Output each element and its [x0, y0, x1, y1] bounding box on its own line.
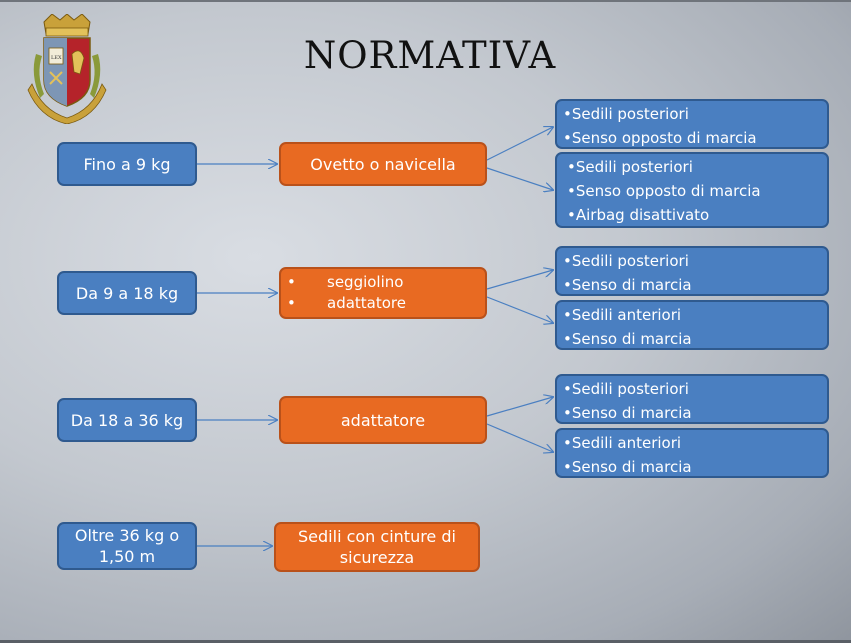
device-line: sicurezza: [339, 548, 415, 567]
device-label: Ovetto o navicella: [310, 154, 456, 174]
outcome-item: •Senso di marcia: [563, 276, 692, 294]
device-line: Sedili con cinture di: [298, 527, 456, 546]
outcome-item: •Sedili posteriori: [563, 252, 689, 270]
weight-line: Oltre 36 kg o: [74, 526, 180, 545]
page-title: NORMATIVA: [303, 34, 557, 77]
outcome-box-row2-b: [555, 300, 829, 350]
outcome-box-row1-b: [555, 152, 829, 228]
weight-line: 1,50 m: [98, 547, 156, 566]
outcome-item: •Sedili posteriori: [563, 105, 689, 123]
arrow: [487, 127, 553, 160]
device-box-row1: [279, 142, 487, 186]
outcome-item: •Senso di marcia: [563, 404, 692, 422]
outcome-item: •Sedili anteriori: [563, 306, 682, 324]
device-box-row2: [279, 267, 487, 319]
weight-label: Da 9 a 18 kg: [75, 283, 179, 303]
crest-text: LEX: [51, 55, 62, 61]
weight-label: Da 18 a 36 kg: [70, 410, 184, 430]
outcome-item: •Sedili posteriori: [563, 380, 689, 398]
device-box-row4: [274, 522, 480, 572]
device-item-text: adattatore: [327, 294, 406, 312]
outcome-item: •Senso opposto di marcia: [563, 129, 757, 147]
arrow: [487, 168, 553, 190]
device-box-row3: [279, 396, 487, 444]
outcome-item: •Senso di marcia: [563, 330, 692, 348]
outcome-item: •Senso opposto di marcia: [567, 182, 761, 200]
weight-box-row3: [57, 398, 197, 442]
device-item: • seggiolino: [287, 273, 404, 291]
weight-box-row4: [57, 522, 197, 570]
outcome-item: •Sedili posteriori: [567, 158, 693, 176]
device-item-text: seggiolino: [327, 273, 404, 291]
outcome-item: •Airbag disattivato: [567, 206, 710, 224]
outcome-item: •Senso di marcia: [563, 458, 692, 476]
weight-box-row1: [57, 142, 197, 186]
arrow: [487, 397, 553, 416]
weight-box-row2: [57, 271, 197, 315]
arrow: [487, 424, 553, 452]
outcome-box-row1-a: [555, 99, 829, 149]
outcome-item: •Sedili anteriori: [563, 434, 682, 452]
arrow: [487, 297, 553, 323]
device-item: • adattatore: [287, 294, 406, 312]
arrow: [487, 270, 553, 289]
device-label: adattatore: [340, 410, 426, 430]
outcome-box-row2-a: [555, 246, 829, 296]
outcome-box-row3-a: [555, 374, 829, 424]
weight-label: Fino a 9 kg: [83, 154, 171, 174]
outcome-box-row3-b: [555, 428, 829, 478]
